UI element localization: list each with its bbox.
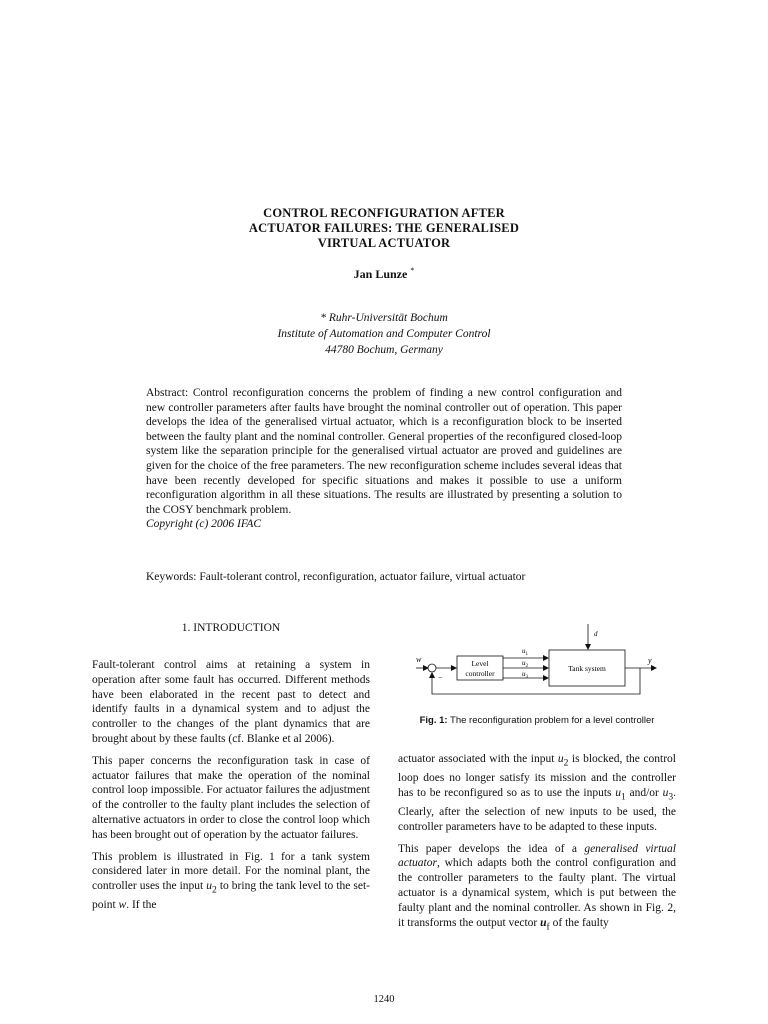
signal-y-label: y bbox=[648, 656, 652, 665]
section-heading: 1. INTRODUCTION bbox=[181, 622, 281, 634]
figure-1-block-diagram bbox=[408, 620, 670, 702]
keywords: Keywords: Fault-tolerant control, reconfiguration, actuator failure, virtual actuator bbox=[146, 571, 526, 583]
intro-paragraph-1: Fault-tolerant control aims at retaining a system in operation after some fault has occurred. Different methods have been elaborated in the recent past to detect and identify faults in a dynamical system and to adjust the controller to the changes of the plant dynamics that are brought about by these faults (cf. Blanke et al 2006). bbox=[92, 659, 370, 745]
math-subscript: 3 bbox=[668, 791, 674, 803]
affiliation-line-1: * Ruhr-Universität Bochum bbox=[320, 312, 448, 324]
controller-label-line-1: Level bbox=[471, 659, 489, 668]
figure-label: Fig. 1: bbox=[419, 715, 448, 726]
math-subscript: f bbox=[546, 920, 550, 932]
text-run: , which adapts both the control configuration and the controller parameters to the faulty plant. The virtual actuator is a dynamical system, which is put between the faulty plant and the nominal controller. As shown in Fig. 2, it transforms the output vector bbox=[398, 857, 676, 929]
author-name: Jan Lunze bbox=[353, 267, 408, 281]
math-var: u bbox=[662, 786, 669, 799]
figure-1-caption bbox=[398, 714, 676, 727]
intro-paragraph-2: This paper concerns the reconfiguration task in case of actuator failures that make the operation of the nominal control loop impossible. For actuator failures the adjustment of the controller to the faulty plant includes the selection of alternative actuators in order to close the control loop which has been brought out of operation by the actuator failures. bbox=[92, 754, 370, 841]
abstract-text: Abstract: Control reconfiguration concerns the problem of finding a new control configuration and new controller parameters after faults have brought the nominal controller out of operation. This paper develops the idea of the generalised virtual actuator, which is a reconfiguration block to be inserted between the faulty plant and the nominal controller. General properties of the reconfigured closed-loop system like the separation principle for the generalised virtual actuator are proved and guidelines are given for the choice of the free parameters. The new reconfiguration scheme includes several ideas that have been recently developed for specific situations and makes it possible to use a uniform reconfiguration algorithm in all these situations. The results are illustrated by presenting a solution to the COSY benchmark problem. bbox=[146, 387, 622, 516]
math-var: u bbox=[615, 786, 621, 799]
right-column bbox=[398, 752, 676, 942]
title-line-2: ACTUATOR FAILURES: THE GENERALISED bbox=[248, 221, 520, 235]
math-var: u bbox=[557, 753, 564, 765]
text-run: to bring the tank level to the set-point bbox=[92, 880, 370, 912]
title-line-3: VIRTUAL ACTUATOR bbox=[317, 236, 451, 250]
figure-caption-text: The reconfiguration problem for a level controller bbox=[450, 715, 655, 726]
signal-w-label: w bbox=[416, 655, 422, 664]
text-run: actuator associated with the input bbox=[398, 753, 558, 765]
right-paragraph-1 bbox=[398, 752, 676, 835]
math-subscript: 2 bbox=[212, 884, 217, 896]
math-subscript: 1 bbox=[620, 791, 626, 803]
abstract-copyright: Copyright (c) 2006 IFAC bbox=[146, 518, 262, 531]
summing-junction bbox=[428, 664, 436, 672]
affiliation-line-3: 44780 Bochum, Germany bbox=[325, 344, 443, 356]
text-run: This problem is illustrated in Fig. 1 for a tank system considered later in more detail. For the nominal plant, the controller uses the input bbox=[92, 850, 370, 893]
right-paragraph-2 bbox=[398, 842, 676, 935]
signal-u2-label: $u_2$ bbox=[522, 659, 528, 669]
signal-u1-label: $u_1$ bbox=[522, 647, 528, 657]
math-var: u bbox=[206, 880, 213, 893]
intro-paragraph-3 bbox=[92, 850, 370, 913]
text-run: . If the bbox=[126, 899, 157, 912]
text-run: . Clearly, after the selection of new inputs to be used, the controller parameters have to be adapted to these inputs. bbox=[398, 786, 676, 833]
left-column bbox=[92, 658, 370, 920]
signal-d-label: d bbox=[594, 630, 598, 638]
paper-title bbox=[0, 206, 768, 251]
controller-label-line-2: controller bbox=[465, 669, 495, 678]
affiliation bbox=[0, 310, 768, 358]
title-line-1: CONTROL RECONFIGURATION AFTER bbox=[263, 206, 505, 220]
affiliation-line-2: Institute of Automation and Computer Control bbox=[277, 328, 491, 340]
author bbox=[0, 266, 768, 282]
tank-system-label: Tank system bbox=[568, 664, 606, 673]
text-run: is blocked, the control loop does no longer satisfy its mission and the controller has to be reconfigured so as to use the inputs bbox=[398, 753, 676, 799]
signal-u3-label: $u_3$ bbox=[522, 670, 528, 680]
text-run: This paper develops the idea of a bbox=[398, 842, 585, 855]
text-run: of the faulty bbox=[549, 916, 609, 929]
author-mark: * bbox=[410, 266, 415, 275]
emphasis: generalised virtual actuator bbox=[398, 842, 676, 870]
math-vector: u bbox=[540, 916, 547, 929]
math-var: w bbox=[118, 899, 127, 912]
minus-sign: − bbox=[438, 673, 443, 682]
page-number: 1240 bbox=[373, 994, 395, 1005]
text-run: and/or bbox=[625, 786, 663, 799]
abstract bbox=[146, 386, 622, 532]
math-subscript: 2 bbox=[563, 757, 569, 769]
